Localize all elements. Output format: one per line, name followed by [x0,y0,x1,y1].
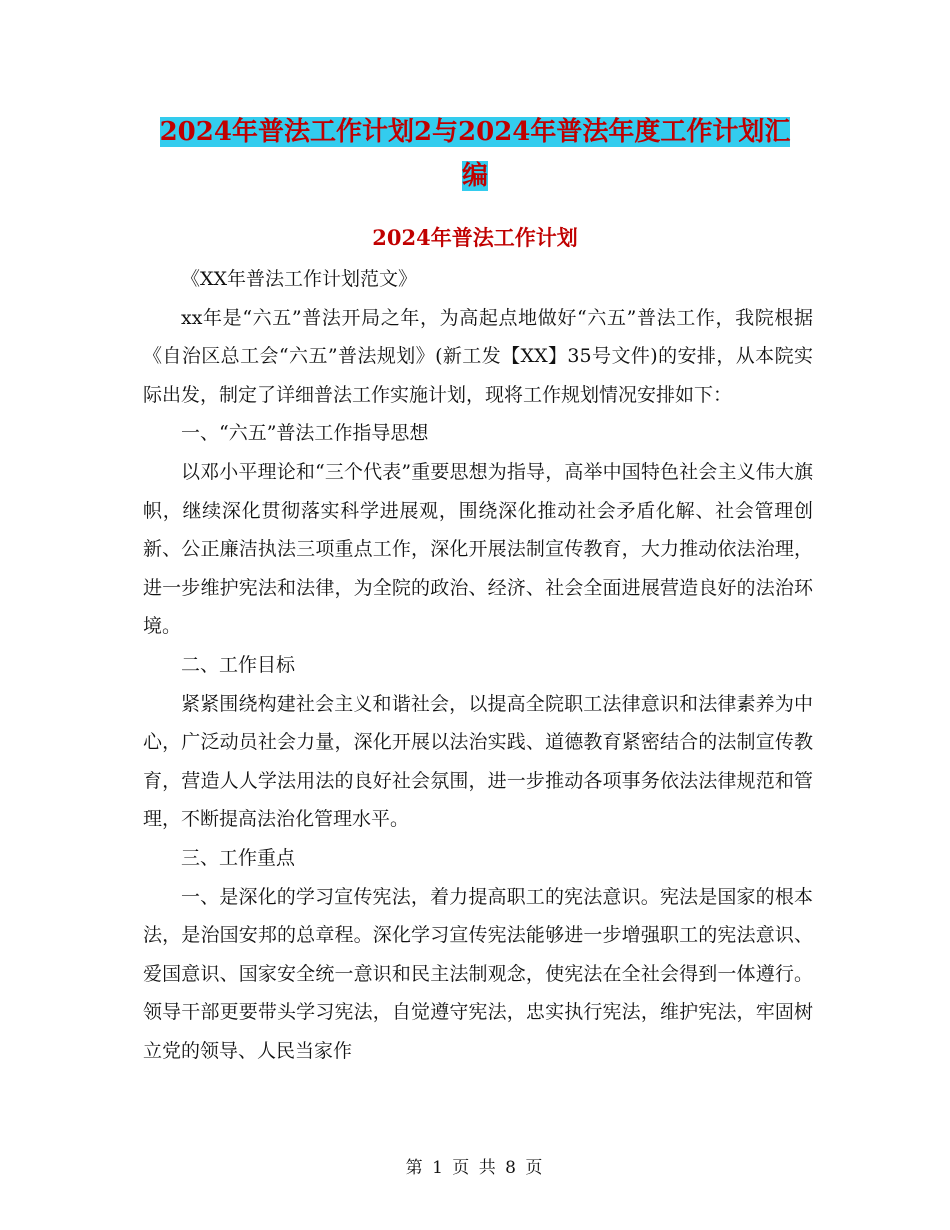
paragraph-heading: 二、工作目标 [181,653,296,676]
paragraph: 以邓小平理论和“三个代表”重要思想为指导，高举中国特色社会主义伟大旗帜，继续深化贯彻落实科学进展观，围绕深化推动社会矛盾化解、社会管理创新、公正廉洁执法三项重点工作，深化开展法制宣传教育，大力推动依法治理，进一步维护宪法和法律，为全院的政治、经济、社会全面进展营造良好的法治环境。 [143,460,813,638]
paragraph: xx年是“六五”普法开局之年，为高起点地做好“六五”普法工作，我院根据《自治区总工会“六五”普法规划》(新工发【XX】35号文件)的安排，从本院实际出发，制定了详细普法工作实施计划，现将工作规划情况安排如下： [143,306,813,406]
document-title-line-1 [0,110,950,154]
paragraph: 《XX年普法工作计划范文》 [181,268,418,290]
paragraph-heading: 一、“六五”普法工作指导思想 [181,422,429,445]
section-title: 2024年普法工作计划 [372,225,578,250]
paragraph: 一、是深化的学习宣传宪法，着力提高职工的宪法意识。宪法是国家的根本法，是治国安邦的总章程。深化学习宣传宪法能够进一步增强职工的宪法意识、爱国意识、国家安全统一意识和民主法制观念，使宪法在全社会得到一体遵行。领导干部更要带头学习宪法，自觉遵守宪法，忠实执行宪法，维护宪法，牢固树立党的领导、人民当家作 [143,885,813,1062]
title-highlight: 2024年普法工作计划2与2024年普法年度工作计划汇 [159,117,791,147]
paragraph-heading: 三、工作重点 [181,846,296,869]
paragraph: 紧紧围绕构建社会主义和谐社会，以提高全院职工法律意识和法律素养为中心，广泛动员社会力量，深化开展以法治实践、道德教育紧密结合的法制宣传教育，营造人人学法用法的良好社会氛围，进一步推动各项事务依法法律规范和管理，不断提高法治化管理水平。 [143,692,813,831]
document-title-line-2 [0,154,950,198]
page-footer: 第 1 页 共 8 页 [405,1158,545,1178]
body-text [143,260,813,1070]
title-highlight: 编 [461,161,488,191]
